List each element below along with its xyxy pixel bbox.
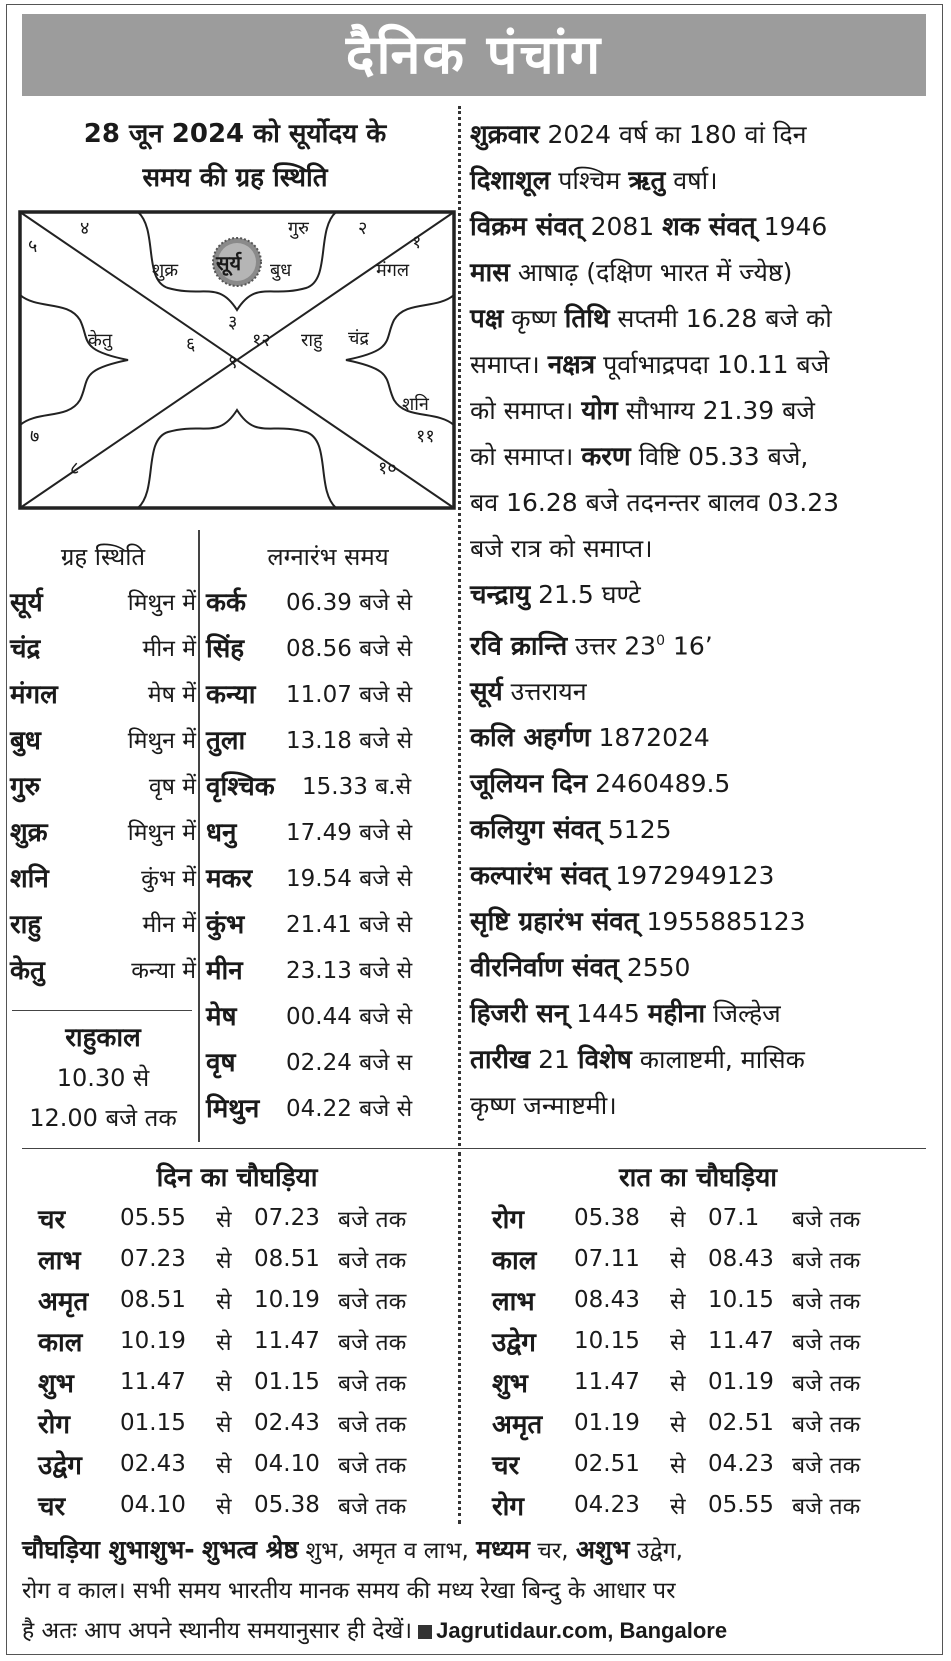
footer-label-shubh: शुभत्व श्रेष्ठ <box>201 1535 299 1564</box>
chogh-to: 07.23 <box>254 1204 320 1231</box>
chogh-name: चर <box>38 1491 66 1522</box>
table-row <box>492 1320 860 1361</box>
rashi-name: वृष <box>206 1048 236 1078</box>
rahukaal-to: 12.00 बजे तक <box>29 1104 177 1132</box>
chogh-to: 01.19 <box>708 1368 774 1395</box>
lagna-time: 19.54 बजे से <box>286 866 413 892</box>
chogh-from: 01.15 <box>120 1409 186 1436</box>
table-row <box>38 1320 406 1361</box>
chogh-name: लाभ <box>38 1245 81 1276</box>
chogh-tail: बजे तक <box>338 1288 407 1315</box>
chogh-name: काल <box>492 1245 537 1276</box>
detail-line <box>470 761 940 807</box>
srishti-label: सृष्टि ग्रहारंभ संवत् <box>470 907 639 938</box>
house-5: ५ <box>28 236 38 257</box>
planet-budh: बुध <box>270 260 292 281</box>
chogh-se: से <box>670 1247 686 1274</box>
square-bullet-icon <box>418 1625 432 1639</box>
detail-line <box>470 807 940 853</box>
house-1: १ <box>412 232 422 253</box>
rahukaal-separator <box>12 1010 192 1011</box>
footer-line3-text: है अतः आप अपने स्थानीय समयानुसार ही देखें। <box>22 1618 413 1644</box>
lagna-time: 04.22 बजे से <box>286 1096 413 1122</box>
table-row <box>10 854 196 900</box>
veer-value: 2550 <box>626 953 691 983</box>
chogh-name: उद्वेग <box>492 1327 536 1358</box>
shaka-value: 1946 <box>763 212 828 241</box>
table-divider <box>198 530 200 1142</box>
chogh-to: 07.1 <box>708 1204 760 1231</box>
chandrayu-value: 21.5 घण्टे <box>538 580 641 609</box>
chogh-from: 05.55 <box>120 1204 186 1231</box>
table-row <box>206 854 450 900</box>
house-11: ११ <box>416 426 435 447</box>
chogh-tail: बजे तक <box>792 1247 861 1274</box>
dishashool-label: दिशाशूल <box>470 166 551 196</box>
chogh-name: अमृत <box>38 1286 89 1317</box>
rashi-name: कर्क <box>206 588 246 618</box>
planet-rahu: राहु <box>301 330 323 351</box>
table-row <box>10 578 196 624</box>
detail-line <box>470 945 940 991</box>
planet-mangal: मंगल <box>376 260 410 281</box>
kundli-header-line1: 28 जून 2024 को सूर्योदय के <box>83 119 387 149</box>
footer-text-ashubh: उद्वेग, <box>636 1538 683 1564</box>
chogh-se: से <box>216 1370 232 1397</box>
planet-name: सूर्य <box>10 588 43 618</box>
table-row <box>10 624 196 670</box>
planet-sign: वृष में <box>148 774 196 800</box>
graha-sthiti-header: ग्रह स्थिति <box>60 543 146 571</box>
vikram-label: विक्रम संवत् <box>470 212 583 242</box>
house-9: ९ <box>228 352 238 373</box>
nakshatra-value: पूर्वाभाद्रपदा 10.11 बजे <box>603 350 830 379</box>
table-row <box>206 1038 450 1084</box>
detail-line <box>470 669 940 715</box>
panchang-details <box>470 112 940 1129</box>
chogh-tail: बजे तक <box>338 1452 407 1479</box>
chogh-from: 11.47 <box>574 1368 640 1395</box>
chogh-from: 02.43 <box>120 1450 186 1477</box>
mahina-value: जिल्हेज <box>713 999 781 1029</box>
planet-sign: मिथुन में <box>127 728 196 754</box>
chogh-se: से <box>216 1411 232 1438</box>
table-row <box>206 808 450 854</box>
shaka-label: शक संवत् <box>662 212 756 242</box>
detail-line <box>470 388 940 434</box>
table-row <box>38 1484 406 1525</box>
column-divider <box>458 106 461 1146</box>
chogh-se: से <box>670 1411 686 1438</box>
chogh-tail: बजे तक <box>792 1288 861 1315</box>
house-2: २ <box>358 218 368 239</box>
chogh-tail: बजे तक <box>338 1370 407 1397</box>
chogh-tail: बजे तक <box>338 1329 407 1356</box>
detail-line <box>470 204 940 250</box>
tithi-label: तिथि <box>564 304 610 334</box>
table-row <box>206 900 450 946</box>
chogh-name: चर <box>38 1204 66 1235</box>
chogh-se: से <box>216 1247 232 1274</box>
lagna-time: 23.13 बजे से <box>286 958 413 984</box>
lagna-time: 06.39 बजे से <box>286 590 413 616</box>
footer-text-shubh: शुभ, अमृत व लाभ, <box>305 1538 469 1564</box>
planet-name: शनि <box>10 864 49 894</box>
kalpa-label: कल्पारंभ संवत् <box>470 861 608 892</box>
kali-value: 1872024 <box>598 723 710 753</box>
planet-name: राहु <box>10 910 42 940</box>
tithi-end: समाप्त। <box>470 350 540 379</box>
lagna-header: लग्नारंभ समय <box>267 543 389 571</box>
lagna-time: 17.49 बजे से <box>286 820 413 846</box>
house-7: ७ <box>30 426 40 447</box>
chogh-to: 08.51 <box>254 1245 320 1272</box>
chogh-from: 05.38 <box>574 1204 640 1231</box>
detail-line <box>470 158 940 204</box>
rashi-name: मिथुन <box>206 1094 260 1124</box>
kali-label: कलि अहर्गण <box>470 723 591 754</box>
chogh-name: काल <box>38 1327 83 1358</box>
mahina-label: महीना <box>647 999 706 1030</box>
rashi-name: मेष <box>206 1002 237 1032</box>
ravi-kranti-minutes: 16’ <box>672 631 713 661</box>
rashi-name: मकर <box>206 864 253 894</box>
chogh-to: 01.15 <box>254 1368 320 1395</box>
detail-line: बव 16.28 बजे तदनन्तर बालव 03.23 <box>470 488 840 517</box>
footer-text-madhyam: चर, <box>537 1538 569 1564</box>
detail-line: बजे रात्र को समाप्त। <box>470 534 653 563</box>
lagna-table <box>206 536 450 1130</box>
chogh-se: से <box>216 1452 232 1479</box>
table-row <box>10 670 196 716</box>
rashi-name: वृश्चिक <box>206 772 275 802</box>
lagna-time: 08.56 बजे से <box>286 636 413 662</box>
chogh-se: से <box>216 1329 232 1356</box>
page-title: दैनिक पंचांग <box>22 14 926 96</box>
table-row <box>206 670 450 716</box>
vishesh-value: कालाष्टमी, मासिक <box>639 1045 805 1075</box>
detail-line <box>470 434 940 480</box>
kalpa-value: 1972949123 <box>615 861 775 891</box>
yoga-label: योग <box>581 396 618 426</box>
rahukaal-title: राहुकाल <box>65 1023 141 1053</box>
rashi-name: मीन <box>206 956 243 986</box>
planet-sign: मीन में <box>142 912 196 938</box>
table-row <box>10 716 196 762</box>
lagna-time: 15.33 ब.से <box>302 774 412 800</box>
chogh-name: शुभ <box>492 1368 528 1399</box>
rashi-name: तुला <box>206 726 246 756</box>
tithi-value: सप्तमी 16.28 बजे को <box>617 304 832 333</box>
planet-guru: गुरु <box>288 218 309 239</box>
lagna-time: 21.41 बजे से <box>286 912 413 938</box>
footer-label-ashubh: अशुभ <box>575 1535 630 1564</box>
kaliyug-value: 5125 <box>607 815 672 845</box>
chogh-from: 08.43 <box>574 1286 640 1313</box>
chogh-name: चर <box>492 1450 520 1481</box>
planet-name: चंद्र <box>10 634 41 664</box>
lagna-time: 02.24 बजे स <box>286 1050 413 1076</box>
chogh-from: 10.15 <box>574 1327 640 1354</box>
chogh-to: 10.19 <box>254 1286 320 1313</box>
footer-label-madhyam: मध्यम <box>476 1535 530 1564</box>
chogh-name: रोग <box>38 1409 71 1440</box>
planet-sign: कन्या में <box>131 958 196 984</box>
planet-chandra: चंद्र <box>348 328 369 349</box>
surya-label: सूर्य <box>470 677 503 708</box>
chogh-se: से <box>670 1288 686 1315</box>
table-row <box>38 1197 406 1238</box>
ritu-label: ऋतु <box>628 166 666 196</box>
table-row <box>38 1402 406 1443</box>
house-10: १० <box>378 458 397 479</box>
degree-sign: 0 <box>656 633 665 649</box>
lagna-time: 11.07 बजे से <box>286 682 413 708</box>
chogh-to: 11.47 <box>708 1327 774 1354</box>
table-row <box>38 1361 406 1402</box>
chogh-to: 04.10 <box>254 1450 320 1477</box>
chogh-se: से <box>670 1206 686 1233</box>
detail-line <box>470 1037 940 1083</box>
night-choghadiya-title: रात का चौघड़िया <box>618 1163 778 1193</box>
chogh-se: से <box>670 1370 686 1397</box>
chogh-tail: बजे तक <box>338 1493 407 1520</box>
veer-label: वीरनिर्वाण संवत् <box>470 953 619 984</box>
hijri-label: हिजरी सन् <box>470 999 569 1030</box>
house-6: ६ <box>186 334 196 355</box>
chogh-to: 04.23 <box>708 1450 774 1477</box>
chogh-tail: बजे तक <box>338 1206 407 1233</box>
nakshatra-label: नक्षत्र <box>547 350 596 380</box>
nakshatra-end: को समाप्त। <box>470 396 574 425</box>
table-row <box>38 1279 406 1320</box>
table-row <box>38 1238 406 1279</box>
detail-line <box>470 618 940 669</box>
rashi-name: कन्या <box>206 680 256 710</box>
chogh-tail: बजे तक <box>792 1452 861 1479</box>
rashi-name: कुंभ <box>206 910 245 940</box>
planet-sign: मिथुन में <box>127 590 196 616</box>
chogh-to: 05.55 <box>708 1491 774 1518</box>
table-row <box>206 762 450 808</box>
detail-line <box>470 715 940 761</box>
chogh-to: 10.15 <box>708 1286 774 1313</box>
table-row <box>10 762 196 808</box>
chogh-from: 07.23 <box>120 1245 186 1272</box>
hijri-value: 1445 <box>576 999 640 1029</box>
chogh-se: से <box>670 1329 686 1356</box>
detail-line <box>470 250 940 296</box>
table-row <box>206 578 450 624</box>
chogh-from: 02.51 <box>574 1450 640 1477</box>
chogh-name: रोग <box>492 1204 525 1235</box>
planet-ketu: केतु <box>88 330 113 351</box>
chogh-name: अमृत <box>492 1409 543 1440</box>
dishashool-value: पश्चिम <box>558 166 621 195</box>
detail-line <box>470 296 940 342</box>
table-row <box>492 1238 860 1279</box>
footer-line1 <box>22 1530 934 1571</box>
karan-value: विष्टि 05.33 बजे, <box>638 442 809 471</box>
planet-sign: कुंभ में <box>141 866 196 892</box>
planet-name: शुक्र <box>10 818 48 848</box>
footer-note <box>22 1530 934 1651</box>
detail-line <box>470 853 940 899</box>
chogh-se: से <box>216 1288 232 1315</box>
detail-line <box>470 342 940 388</box>
chogh-from: 01.19 <box>574 1409 640 1436</box>
table-row <box>10 900 196 946</box>
chogh-to: 02.51 <box>708 1409 774 1436</box>
day-choghadiya-title: दिन का चौघड़िया <box>156 1163 318 1193</box>
chogh-tail: बजे तक <box>338 1247 407 1274</box>
footer-label-choghadiya: चौघड़िया शुभाशुभ- <box>22 1535 195 1564</box>
rahukaal-from: 10.30 से <box>56 1064 150 1092</box>
chogh-tail: बजे तक <box>338 1411 407 1438</box>
chogh-name: उद्वेग <box>38 1450 82 1481</box>
detail-line <box>470 991 940 1037</box>
chogh-to: 11.47 <box>254 1327 320 1354</box>
lagna-time: 13.18 बजे से <box>286 728 413 754</box>
karan-label: करण <box>581 442 631 472</box>
julian-label: जूलियन दिन <box>470 769 588 800</box>
chogh-from: 10.19 <box>120 1327 186 1354</box>
table-row <box>492 1279 860 1320</box>
detail-line <box>470 572 940 618</box>
chogh-from: 04.23 <box>574 1491 640 1518</box>
chogh-tail: बजे तक <box>792 1329 861 1356</box>
table-row <box>206 716 450 762</box>
rashi-name: धनु <box>206 818 237 848</box>
chogh-name: शुभ <box>38 1368 74 1399</box>
table-row <box>492 1484 860 1525</box>
chogh-se: से <box>216 1493 232 1520</box>
kundli-chart <box>18 210 456 510</box>
maas-label: मास <box>470 258 510 288</box>
chogh-to: 02.43 <box>254 1409 320 1436</box>
julian-value: 2460489.5 <box>595 769 731 799</box>
chogh-tail: बजे तक <box>792 1411 861 1438</box>
detail-line <box>470 899 940 945</box>
planet-name: बुध <box>10 726 41 756</box>
srishti-value: 1955885123 <box>646 907 806 937</box>
rahukaal-box <box>10 1018 196 1138</box>
chogh-tail: बजे तक <box>792 1493 861 1520</box>
planet-sign: मीन में <box>142 636 196 662</box>
kaliyug-label: कलियुग संवत् <box>470 815 600 846</box>
table-row <box>38 1443 406 1484</box>
detail-line: कृष्ण जन्माष्टमी। <box>470 1091 617 1121</box>
table-row <box>492 1361 860 1402</box>
table-row <box>10 946 196 992</box>
planet-name: गुरु <box>10 772 41 802</box>
vishesh-label: विशेष <box>577 1045 632 1076</box>
lagna-time: 00.44 बजे से <box>286 1004 413 1030</box>
planet-shani: शनि <box>402 394 429 415</box>
table-row <box>206 992 450 1038</box>
yoga-value: सौभाग्य 21.39 बजे <box>625 396 815 425</box>
day-choghadiya-table <box>38 1197 406 1525</box>
planet-name: केतु <box>10 956 45 986</box>
footer-line2: रोग व काल। सभी समय भारतीय मानक समय की मध्य रेखा बिन्दु के आधार पर <box>22 1578 676 1604</box>
chogh-to: 05.38 <box>254 1491 320 1518</box>
vaar-text: 2024 वर्ष का 180 वां दिन <box>547 120 807 149</box>
chogh-from: 11.47 <box>120 1368 186 1395</box>
chandrayu-label: चन्द्रायु <box>470 580 531 610</box>
house-8: ८ <box>70 458 80 479</box>
planet-shukra: शुक्र <box>152 260 179 281</box>
table-row <box>492 1402 860 1443</box>
paksha-value: कृष्ण <box>511 304 557 333</box>
kundli-header <box>22 112 448 200</box>
chogh-se: से <box>216 1206 232 1233</box>
chogh-name: लाभ <box>492 1286 535 1317</box>
chogh-from: 07.11 <box>574 1245 640 1272</box>
table-row <box>206 624 450 670</box>
vikram-value: 2081 <box>590 212 655 241</box>
footer-line3 <box>22 1611 934 1651</box>
section-separator <box>22 1148 926 1149</box>
chogh-tail: बजे तक <box>792 1370 861 1397</box>
detail-line <box>470 112 940 158</box>
ravi-kranti-value: उत्तर 23 <box>575 631 657 661</box>
choghadiya-divider <box>458 1152 461 1524</box>
chogh-from: 04.10 <box>120 1491 186 1518</box>
chogh-to: 08.43 <box>708 1245 774 1272</box>
house-3: ३ <box>228 312 238 333</box>
house-12: १२ <box>252 330 271 351</box>
planet-sign: मेष में <box>147 682 196 708</box>
ritu-value: वर्षा। <box>673 166 718 195</box>
chogh-se: से <box>670 1493 686 1520</box>
table-row <box>206 946 450 992</box>
ravi-kranti-label: रवि क्रान्ति <box>470 631 568 662</box>
paksha-label: पक्ष <box>470 304 504 334</box>
yoga-end: को समाप्त। <box>470 442 574 471</box>
table-row <box>492 1443 860 1484</box>
kundli-header-line2: समय की ग्रह स्थिति <box>142 163 328 193</box>
chogh-tail: बजे तक <box>792 1206 861 1233</box>
tarikh-value: 21 <box>538 1045 570 1075</box>
planet-name: मंगल <box>10 680 58 710</box>
planet-sign: मिथुन में <box>127 820 196 846</box>
tarikh-label: तारीख <box>470 1045 531 1076</box>
table-row <box>492 1197 860 1238</box>
night-choghadiya-table <box>492 1197 860 1525</box>
house-4: ४ <box>80 218 90 239</box>
chogh-se: से <box>670 1452 686 1479</box>
surya-value: उत्तरायन <box>510 677 587 707</box>
table-row <box>206 1084 450 1130</box>
chogh-name: रोग <box>492 1491 525 1522</box>
graha-sthiti-table <box>10 536 196 992</box>
chogh-from: 08.51 <box>120 1286 186 1313</box>
brand-credit: Jagrutidaur.com, Bangalore <box>436 1618 728 1643</box>
table-row <box>10 808 196 854</box>
vaar-label: शुक्रवार <box>470 120 540 150</box>
rashi-name: सिंह <box>206 634 245 664</box>
maas-value: आषाढ़ (दक्षिण भारत में ज्येष्ठ) <box>517 258 793 287</box>
planet-surya: सूर्य <box>216 251 242 275</box>
